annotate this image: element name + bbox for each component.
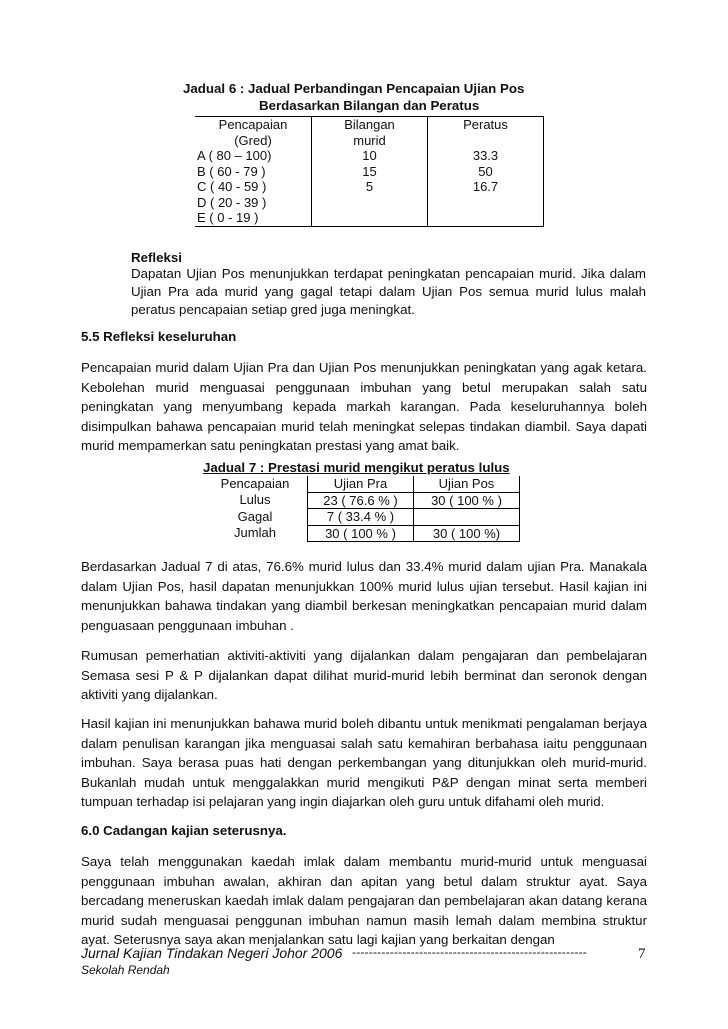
table-cell: Jumlah: [203, 525, 308, 542]
footer-rule: --------------------------------------------------------: [352, 945, 587, 959]
table-cell: A ( 80 – 100): [195, 148, 312, 164]
refleksi-heading: Refleksi: [131, 250, 182, 265]
table-header-cell: Bilangan: [312, 117, 428, 133]
table6-title-line2: Berdasarkan Bilangan dan Peratus: [259, 98, 480, 113]
footer-journal: Jurnal Kajian Tindakan Negeri Johor 2006: [81, 945, 343, 961]
page-number: 7: [638, 946, 646, 962]
footer-school: Sekolah Rendah: [81, 963, 170, 977]
table-cell: C ( 40 - 59 ): [195, 179, 312, 195]
table-row: [195, 148, 544, 164]
table-cell: 30 ( 100 % ): [414, 492, 520, 509]
table-cell: D ( 20 - 39 ): [195, 195, 312, 211]
table-header-row: [195, 133, 544, 149]
table-row: [203, 509, 520, 526]
table-cell: 50: [428, 164, 544, 180]
table7: [203, 476, 520, 542]
table7-title: Jadual 7 : Prestasi murid mengikut peratus lulus: [203, 460, 510, 475]
table-row: [203, 525, 520, 542]
section-5-5-heading: 5.5 Refleksi keseluruhan: [81, 329, 237, 344]
table-header-cell: Ujian Pos: [414, 476, 520, 492]
table-row: [203, 492, 520, 509]
paragraph-jadual7-analysis: Berdasarkan Jadual 7 di atas, 76.6% murid lulus dan 33.4% murid dalam ujian Pra. Manakala dalam Ujian Pos, hasil dapatan menunjukkan 100% murid lulus ujian tersebut. Hasil kajian ini menunjukkan bahawa tindakan yang diambil berkesan meningkatkan pencapaian murid dalam penguasaan penggunaan imbuhan .: [81, 559, 647, 633]
table-cell: [414, 509, 520, 526]
table-cell: 16.7: [428, 179, 544, 195]
section-6-0-heading: 6.0 Cadangan kajian seterusnya.: [81, 823, 287, 838]
table-cell: 5: [312, 179, 428, 195]
table-header-cell: (Gred): [195, 133, 312, 149]
table-cell: 30 ( 100 %): [414, 525, 520, 542]
table-cell: B ( 60 - 79 ): [195, 164, 312, 180]
table-row: [195, 164, 544, 180]
table-cell: [312, 195, 428, 211]
table-cell: 23 ( 76.6 % ): [308, 492, 414, 509]
table-cell: 10: [312, 148, 428, 164]
table-cell: 15: [312, 164, 428, 180]
refleksi-body: Dapatan Ujian Pos menunjukkan terdapat peningkatan pencapaian murid. Jika dalam Ujian Pra ada murid yang gagal tetapi dalam Ujian Pos semua murid lulus malah peratus pencapaian setiap gred juga meningkat.: [131, 266, 646, 317]
table6: [195, 116, 544, 227]
table-cell: Lulus: [203, 492, 308, 509]
table-header-cell: murid: [312, 133, 428, 149]
table-cell: [428, 195, 544, 211]
section-6-0-paragraph: Saya telah menggunakan kaedah imlak dalam membantu murid-murid untuk menguasai penggunaan imbuhan awalan, akhiran dan apitan yang betul dalam struktur ayat. Saya bercadang meneruskan kaedah imlak dalam pengajaran dan pembelajaran akan datang kerana murid sudah menguasai penggunan imbuhan namun masih lemah dalam membina struktur ayat. Seterusnya saya akan menjalankan satu lagi kajian yang berkaitan dengan: [81, 854, 647, 947]
table-cell: [428, 210, 544, 226]
section-5-5-paragraph: Pencapaian murid dalam Ujian Pra dan Ujian Pos menunjukkan peningkatan yang agak ketara. Kebolehan murid menguasai penggunaan imbuhan yang betul merupakan salah satu peningkatan yang menyumbang kepada markah karangan. Pada keseluruhannya boleh disimpulkan bahawa pencapaian murid telah meningkat selepas tindakan diambil. Saya dapati murid mempamerkan satu peningkatan prestasi yang amat baik.: [81, 360, 647, 453]
table-row: [195, 210, 544, 226]
table-header-cell: [428, 133, 544, 149]
paragraph-rumusan: Rumusan pemerhatian aktiviti-aktiviti yang dijalankan dalam pengajaran dan pembelajaran Semasa sesi P & P dijalankan dapat dilihat murid-murid lebih berminat dan seronok dengan aktiviti yang dijalankan.: [81, 648, 647, 702]
table-header-cell: Pencapaian: [195, 117, 312, 133]
table-row: [195, 195, 544, 211]
table-header-row: [195, 117, 544, 133]
table-cell: Gagal: [203, 509, 308, 526]
table6-title-line1: Jadual 6 : Jadual Perbandingan Pencapaian Ujian Pos: [183, 81, 525, 96]
table-header-cell: Ujian Pra: [308, 476, 414, 492]
table-header-cell: Peratus: [428, 117, 544, 133]
table-cell: 7 ( 33.4 % ): [308, 509, 414, 526]
table-header-row: [203, 476, 520, 492]
table-cell: E ( 0 - 19 ): [195, 210, 312, 226]
table-row: [195, 179, 544, 195]
table-cell: 30 ( 100 % ): [308, 525, 414, 542]
table-cell: 33.3: [428, 148, 544, 164]
paragraph-hasil-kajian: Hasil kajian ini menunjukkan bahawa murid boleh dibantu untuk menikmati pengalaman berjaya dalam penulisan karangan jika menguasai salah satu kemahiran berbahasa iaitu penggunaan imbuhan. Saya berasa puas hati dengan perkembangan yang ditunjukkan oleh murid-murid. Bukanlah mudah untuk menggalakkan murid mengikuti P&P dengan minat serta memberi tumpuan terhadap isi pelajaran yang ingin diajarkan oleh guru untuk difahami oleh murid.: [81, 716, 647, 809]
table-header-cell: Pencapaian: [203, 476, 308, 492]
table-cell: [312, 210, 428, 226]
